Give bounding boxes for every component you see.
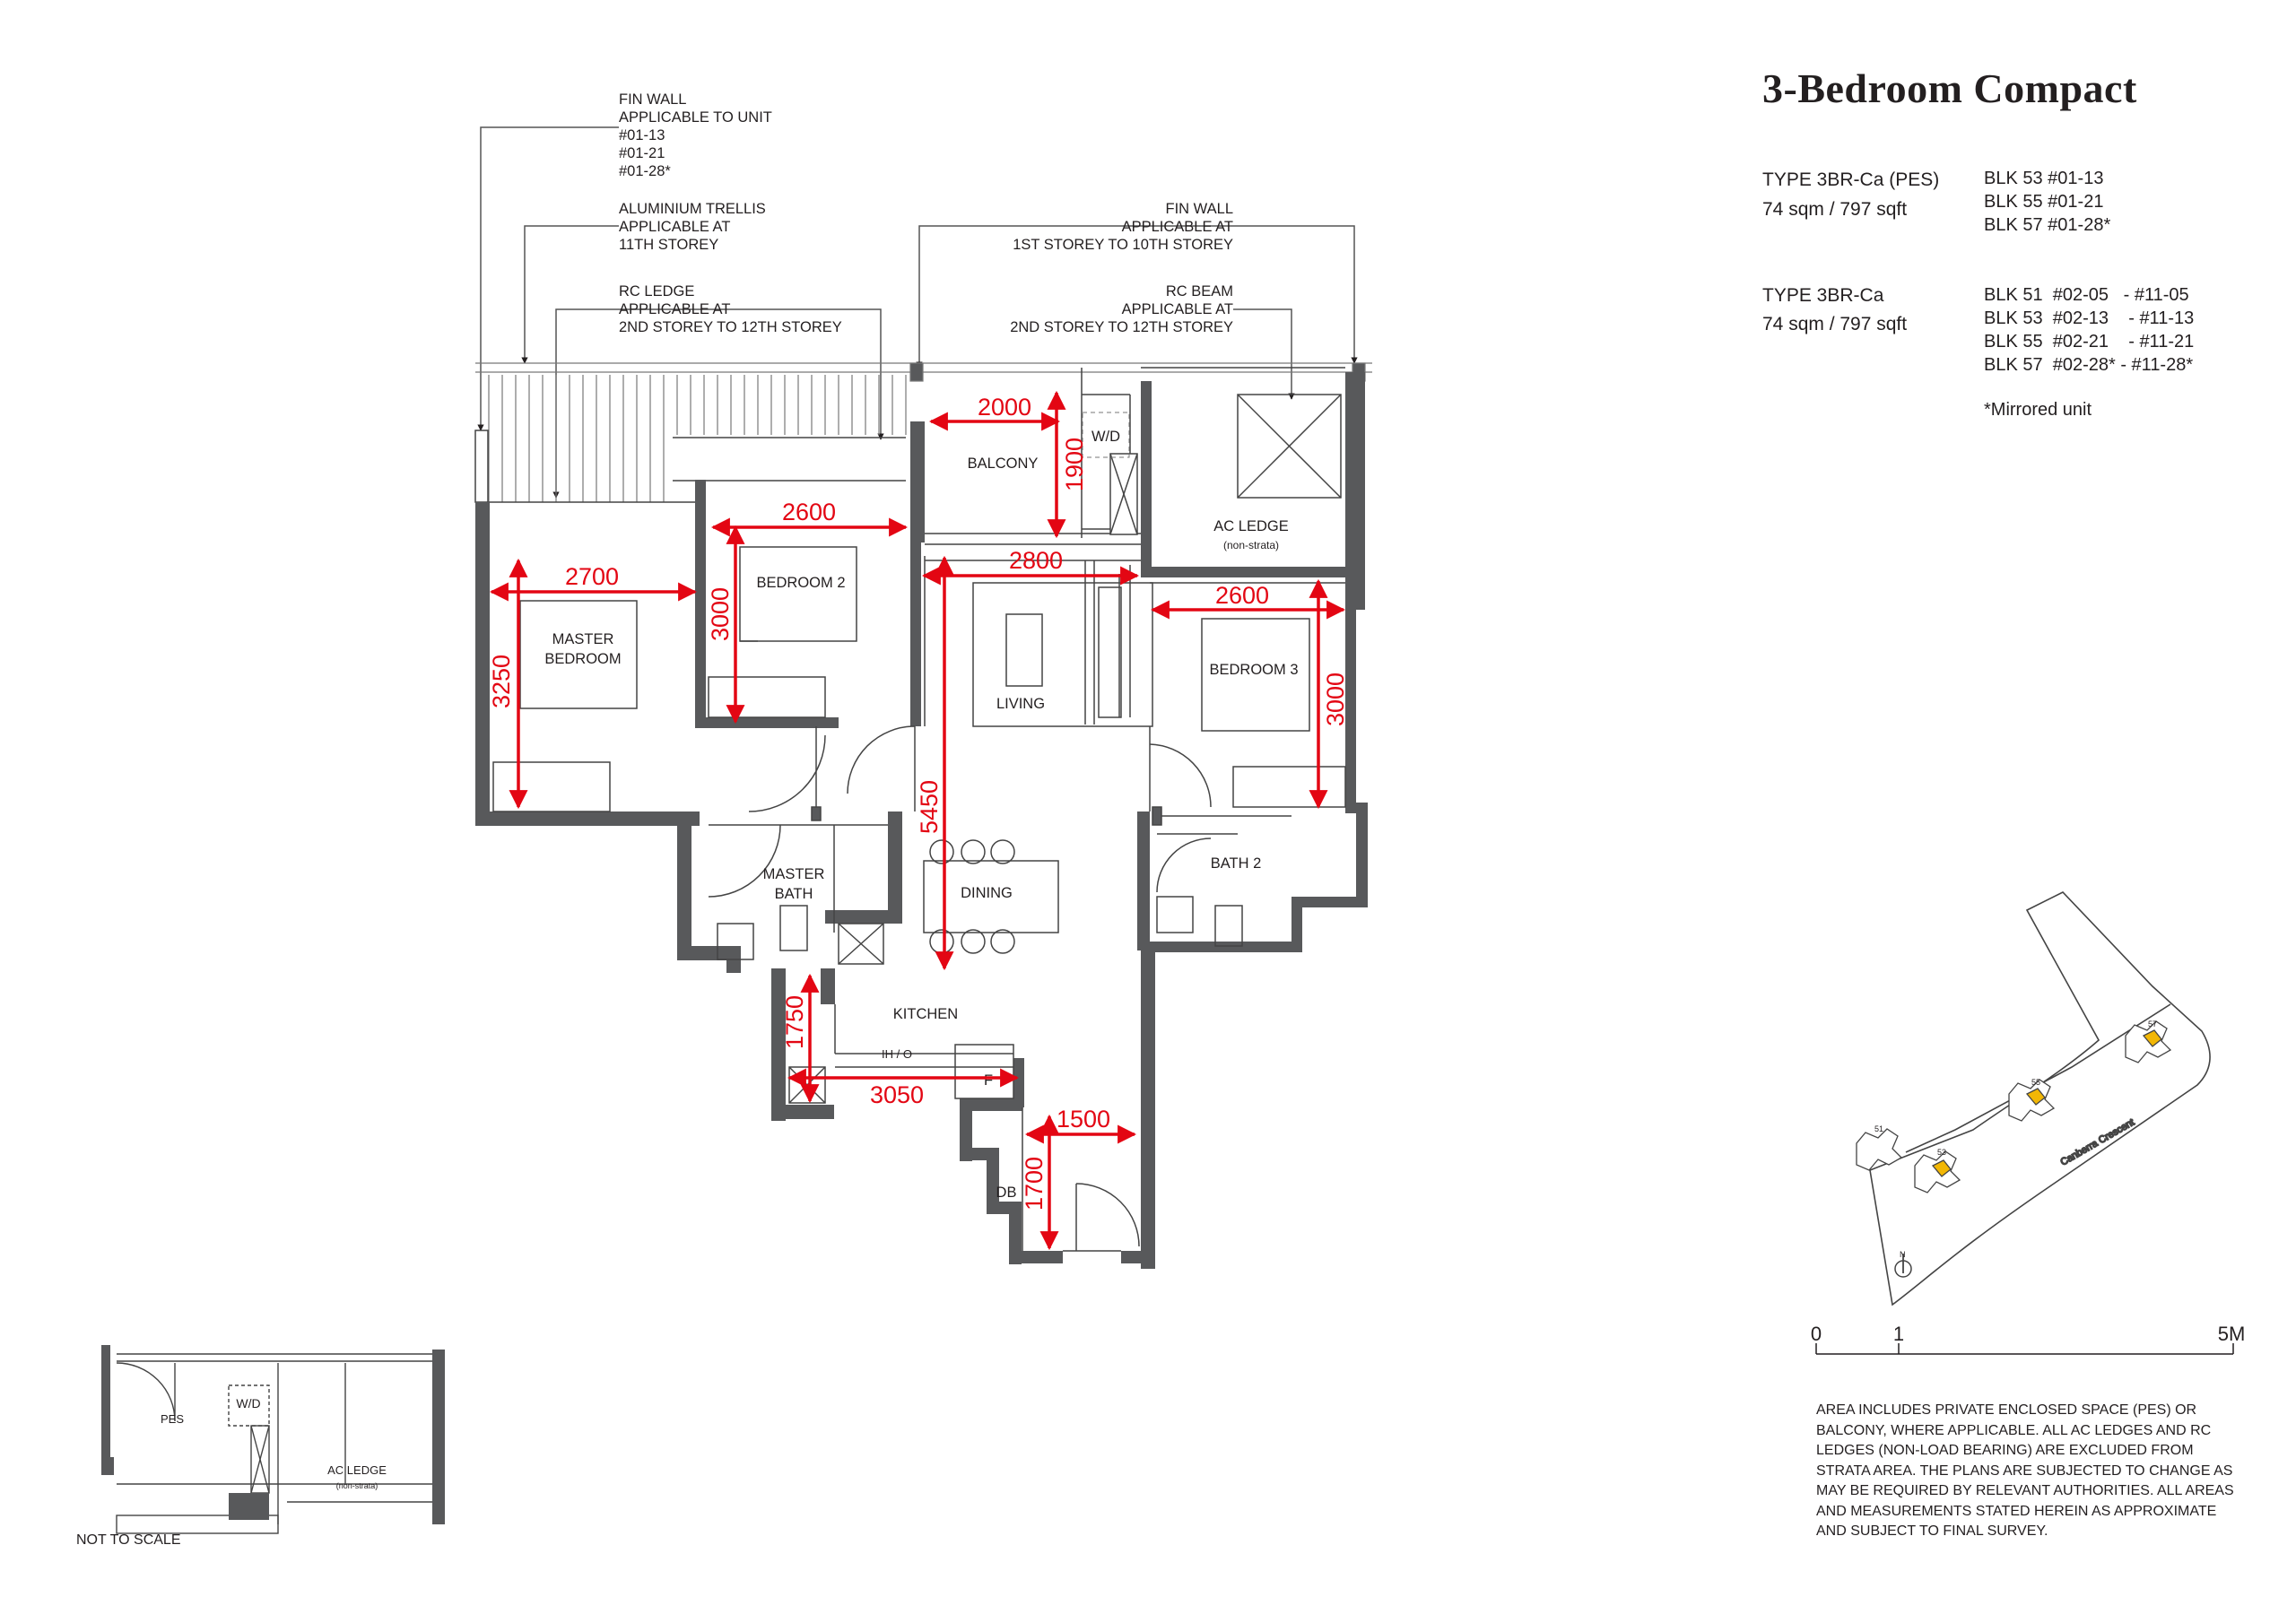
site-block-label: 51 xyxy=(1874,1124,1884,1133)
not-to-scale-label: NOT TO SCALE xyxy=(76,1532,181,1548)
inset-plan xyxy=(101,1345,445,1533)
type-1-unit: BLK 55 #01-21 xyxy=(1984,192,2104,212)
fin-wall-unit-line: FIN WALL xyxy=(619,91,687,108)
living-width-value: 2800 xyxy=(1008,547,1064,574)
balcony-label: BALCONY xyxy=(967,456,1039,472)
rc-ledge-line: 2ND STOREY TO 12TH STOREY xyxy=(619,319,842,335)
scale-bar-labels xyxy=(1811,1323,2245,1345)
fin-wall-unit-line: APPLICABLE TO UNIT xyxy=(619,109,772,126)
site-block-label: 53 xyxy=(1937,1148,1947,1157)
type-1-name: TYPE 3BR-Ca (PES) xyxy=(1762,169,1940,190)
scale-label-1: 1 xyxy=(1892,1323,1905,1345)
mirrored-note: *Mirrored unit xyxy=(1984,400,2092,420)
living-label: LIVING xyxy=(996,696,1046,712)
trellis-line: 11TH STOREY xyxy=(619,237,719,253)
type-2-area: 74 sqm / 797 sqft xyxy=(1762,314,1908,334)
inset-wd-label: W/D xyxy=(236,1396,261,1410)
bath2-label: BATH 2 xyxy=(1210,855,1262,872)
type-2-unit: BLK 55 #02-21 - #11-21 xyxy=(1984,332,2195,352)
site-block-label: 57 xyxy=(2148,1020,2158,1028)
kitchen-label: KITCHEN xyxy=(892,1006,959,1022)
rc-beam-line: RC BEAM xyxy=(1165,283,1233,299)
disclaimer-note: AREA INCLUDES PRIVATE ENCLOSED SPACE (PES) OR BALCONY, WHERE APPLICABLE. ALL AC LEDGES AND RC LEDGES (NON-LOAD BEARING) ARE EXCLUDED FROM STRATA AREA. THE PLANS ARE SUBJECTED TO CHANGE AS MAY BE REQUIRED BY RELEVANT AUTHORITIES. ALL AREAS AND MEASUREMENTS STATED HEREIN AS APPROXIMATE AND SUBJECT TO FINAL SURVEY. xyxy=(1816,1402,2234,1539)
fridge-label: F xyxy=(983,1072,994,1089)
trellis-line: ALUMINIUM TRELLIS xyxy=(619,201,766,217)
type-1-area: 74 sqm / 797 sqft xyxy=(1762,199,1908,220)
master-bath-label: BATH xyxy=(774,886,813,902)
fin-wall-storey-line: APPLICABLE AT xyxy=(1121,219,1233,235)
balcony-depth-value: 1900 xyxy=(1061,437,1088,492)
bedroom3-depth-value: 3000 xyxy=(1322,672,1349,727)
bedroom2-depth-value: 3000 xyxy=(707,586,734,642)
bedroom2-width-value: 2600 xyxy=(781,499,837,525)
type-1-unit: BLK 57 #01-28* xyxy=(1984,215,2111,235)
rc-ledge-line: RC LEDGE xyxy=(619,283,695,299)
rc-beam-line: 2ND STOREY TO 12TH STOREY xyxy=(1010,319,1233,335)
entry-width-value: 1500 xyxy=(1056,1106,1111,1133)
bedroom2-label: BEDROOM 2 xyxy=(756,575,846,591)
bedroom3-label: BEDROOM 3 xyxy=(1209,662,1299,678)
bedroom3-width-value: 2600 xyxy=(1214,582,1270,609)
trellis-line: APPLICABLE AT xyxy=(619,219,731,235)
type-2-unit: BLK 57 #02-28* - #11-28* xyxy=(1984,355,2194,375)
wd-label: W/D xyxy=(1091,429,1121,445)
dining-label: DINING xyxy=(961,885,1013,901)
scale-label-0: 0 xyxy=(1810,1323,1822,1345)
type-1-unit: BLK 53 #01-13 xyxy=(1984,169,2104,188)
master-bath-label: MASTER xyxy=(762,866,825,882)
ih-oven-label: IH / O xyxy=(882,1047,912,1061)
scale-bar xyxy=(1816,1343,2233,1354)
master-bedroom-label: MASTER xyxy=(552,631,614,647)
rc-ledge-line: APPLICABLE AT xyxy=(619,301,731,317)
kitchen-width-value: 3050 xyxy=(869,1081,925,1108)
fin-wall-storey-line: 1ST STOREY TO 10TH STOREY xyxy=(1013,237,1233,253)
site-key-plan xyxy=(1857,892,2210,1305)
scale-label-5m: 5M xyxy=(2217,1323,2246,1345)
inset-pes-label: PES xyxy=(160,1412,185,1426)
living-depth-value: 5450 xyxy=(916,779,943,835)
type-2-unit: BLK 53 #02-13 - #11-13 xyxy=(1984,308,2195,328)
type-2-unit: BLK 51 #02-05 - #11-05 xyxy=(1984,285,2189,305)
site-block-53 xyxy=(1915,1151,1960,1193)
ac-ledge-sub-label: (non-strata) xyxy=(1222,539,1280,551)
site-block-51 xyxy=(1857,1129,1901,1170)
fin-wall-unit-line: #01-21 xyxy=(619,145,665,161)
type-2-name: TYPE 3BR-Ca xyxy=(1762,285,1884,306)
balcony-width-value: 2000 xyxy=(977,394,1032,421)
road-label: Canberra Crescent xyxy=(2058,1116,2136,1168)
fin-wall-storey-line: FIN WALL xyxy=(1165,201,1233,217)
north-label: N xyxy=(1900,1250,1906,1259)
callout-text xyxy=(619,91,1233,335)
unit-title: 3-Bedroom Compact xyxy=(1762,65,2137,111)
inset-labels xyxy=(76,1396,387,1548)
master-width-value: 2700 xyxy=(564,563,620,590)
fin-wall-unit-line: #01-28* xyxy=(619,163,671,179)
inset-ac-ledge-label: AC LEDGE xyxy=(327,1463,387,1477)
fin-wall-unit-line: #01-13 xyxy=(619,127,665,143)
master-depth-value: 3250 xyxy=(488,654,515,709)
master-bedroom-label: BEDROOM xyxy=(544,651,622,667)
entry-depth-value: 1700 xyxy=(1021,1156,1048,1211)
inset-ac-ledge-sub-label: (non-strata) xyxy=(335,1481,378,1490)
ac-ledge-label: AC LEDGE xyxy=(1213,518,1289,534)
kitchen-depth-value: 1750 xyxy=(781,994,808,1050)
site-block-labels xyxy=(1874,1020,2157,1259)
rc-beam-line: APPLICABLE AT xyxy=(1121,301,1233,317)
db-label: DB xyxy=(996,1185,1017,1201)
site-block-label: 55 xyxy=(2031,1078,2041,1087)
